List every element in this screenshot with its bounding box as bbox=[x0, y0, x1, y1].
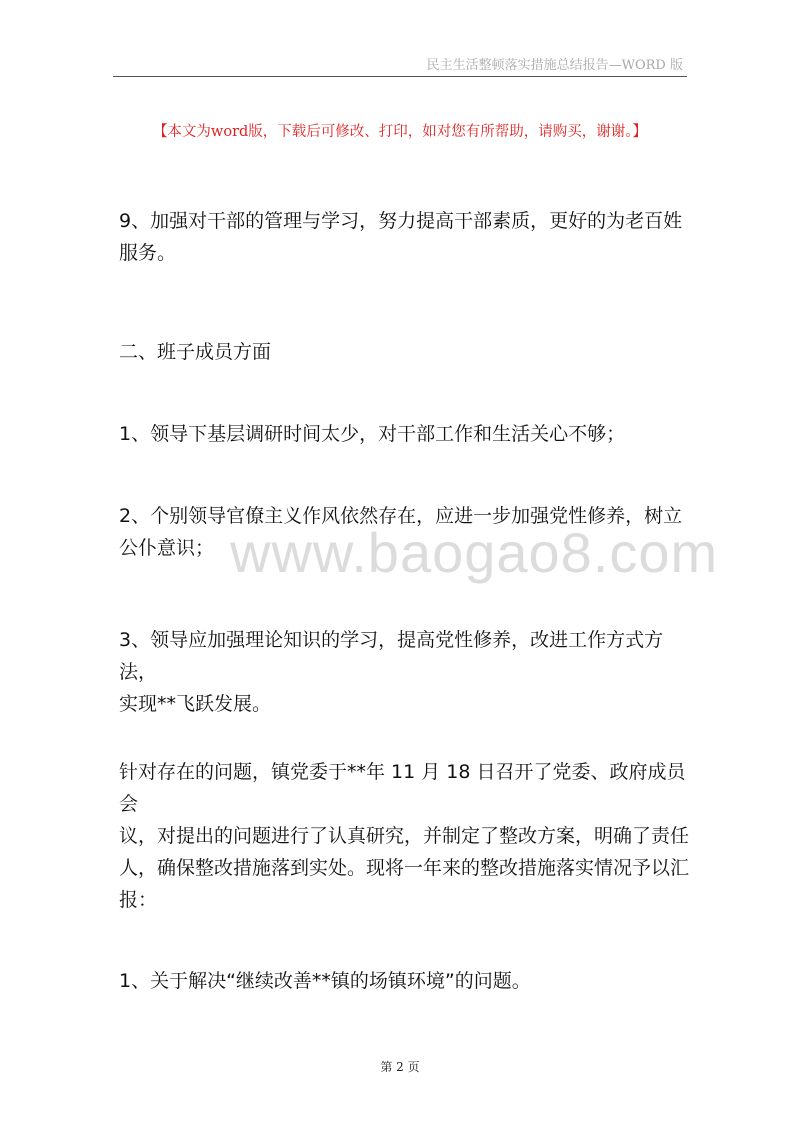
paragraph-line: 1、领导下基层调研时间太少，对干部工作和生活关心不够； bbox=[119, 423, 626, 445]
page-number: 第 2 页 bbox=[380, 1060, 420, 1074]
paragraph-line: 9、加强对干部的管理与学习，努力提高干部素质，更好的为老百姓 bbox=[119, 210, 683, 232]
paragraph-line: 2、个别领导官僚主义作风依然存在，应进一步加强党性修养，树立 bbox=[119, 505, 683, 527]
header-divider bbox=[113, 76, 687, 77]
header-title: 民主生活整顿落实措施总结报告—WORD 版 bbox=[426, 58, 683, 73]
paragraph-line: 3、领导应加强理论知识的学习，提高党性修养，改进工作方式方法， bbox=[119, 629, 664, 683]
paragraph-line: 1、关于解决“继续改善**镇的场镇环境”的问题。 bbox=[119, 970, 531, 992]
paragraph-issue-1 bbox=[119, 965, 689, 997]
section-heading bbox=[119, 336, 689, 368]
paragraph-line: 人，确保整改措施落到实处。现将一年来的整改措施落实情况予以汇 bbox=[119, 857, 690, 879]
paragraph-summary bbox=[119, 756, 689, 916]
purchase-notice: 【本文为word版，下载后可修改、打印，如对您有所帮助，请购买，谢谢。】 bbox=[152, 124, 648, 140]
paragraph-item-3 bbox=[119, 624, 689, 720]
paragraph-line: 报： bbox=[119, 889, 158, 911]
paragraph-item-2 bbox=[119, 500, 689, 564]
paragraph-item-9 bbox=[119, 205, 689, 269]
watermark: www.baogao8.com bbox=[230, 521, 719, 584]
paragraph-line: 公仆意识； bbox=[119, 537, 215, 559]
paragraph-line: 议，对提出的问题进行了认真研究，并制定了整改方案，明确了责任 bbox=[119, 825, 690, 847]
paragraph-line: 二、班子成员方面 bbox=[119, 341, 272, 363]
paragraph-line: 针对存在的问题，镇党委于**年 11 月 18 日召开了党委、政府成员会 bbox=[119, 761, 686, 815]
paragraph-item-1 bbox=[119, 418, 689, 450]
paragraph-line: 实现**飞跃发展。 bbox=[119, 693, 272, 715]
paragraph-line: 服务。 bbox=[119, 242, 177, 264]
